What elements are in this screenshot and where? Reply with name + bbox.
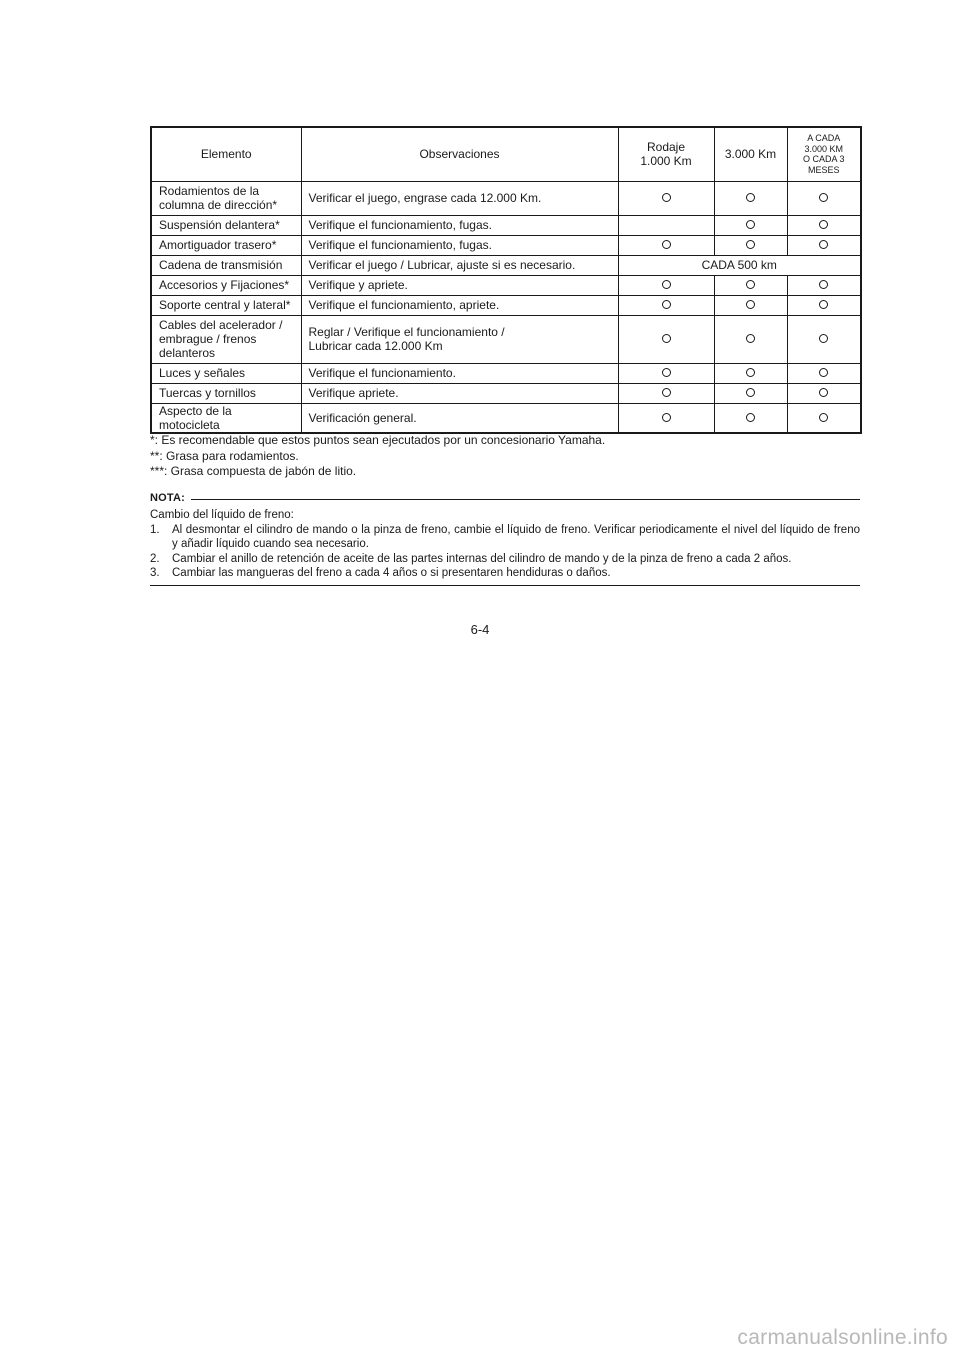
header-3000km: 3.000 Km xyxy=(714,127,787,181)
header-rodaje-line2: 1.000 Km xyxy=(640,154,692,169)
nota-item xyxy=(150,523,860,552)
cell-elemento: Suspensión delantera* xyxy=(151,215,301,235)
nota-item-number: 2. xyxy=(150,552,160,565)
cell-km3000 xyxy=(714,181,787,215)
cell-rodaje xyxy=(618,403,714,433)
header-elemento: Elemento xyxy=(151,127,301,181)
cell-elemento: Aspecto de la motocicleta xyxy=(151,403,301,433)
cell-observaciones: Verifique el funcionamiento, fugas. xyxy=(301,235,618,255)
cell-cada xyxy=(787,181,861,215)
cell-observaciones: Verificar el juego / Lubricar, ajuste si es necesario. xyxy=(301,255,618,275)
check-circle-icon xyxy=(746,334,755,343)
header-cada xyxy=(787,127,861,181)
cell-cada xyxy=(787,383,861,403)
cell-km3000 xyxy=(714,363,787,383)
table-row xyxy=(151,235,861,255)
check-circle-icon xyxy=(746,240,755,249)
check-circle-icon xyxy=(662,388,671,397)
table-row xyxy=(151,315,861,363)
check-circle-icon xyxy=(819,240,828,249)
check-circle-icon xyxy=(746,413,755,422)
cell-cada xyxy=(787,275,861,295)
table-row xyxy=(151,181,861,215)
cell-observaciones: Verifique el funcionamiento, fugas. xyxy=(301,215,618,235)
check-circle-icon xyxy=(662,193,671,202)
header-cada-line2: 3.000 KM xyxy=(804,143,844,154)
check-circle-icon xyxy=(746,388,755,397)
nota-box xyxy=(150,490,860,586)
nota-item-number: 3. xyxy=(150,567,160,579)
nota-body xyxy=(150,508,860,581)
cell-observaciones: Verifique apriete. xyxy=(301,383,618,403)
nota-intro: Cambio del líquido de freno: xyxy=(150,509,294,521)
check-circle-icon xyxy=(819,300,828,309)
cell-rodaje xyxy=(618,363,714,383)
check-circle-icon xyxy=(662,280,671,289)
check-circle-icon xyxy=(746,300,755,309)
cell-elemento: Tuercas y tornillos xyxy=(151,383,301,403)
cell-km3000 xyxy=(714,315,787,363)
check-circle-icon xyxy=(746,220,755,229)
check-circle-icon xyxy=(819,280,828,289)
footnotes xyxy=(150,433,860,480)
table-row xyxy=(151,383,861,403)
cell-observaciones: Verifique y apriete. xyxy=(301,275,618,295)
nota-item xyxy=(150,552,860,567)
check-circle-icon xyxy=(662,368,671,377)
nota-header xyxy=(150,490,860,506)
check-circle-icon xyxy=(819,368,828,377)
check-circle-icon xyxy=(819,220,828,229)
header-observaciones: Observaciones xyxy=(301,127,618,181)
cell-km3000 xyxy=(714,275,787,295)
check-circle-icon xyxy=(746,368,755,377)
nota-item-text: Cambiar las mangueras del freno a cada 4 años o si presentaren hendiduras o daños. xyxy=(172,567,611,579)
cell-elemento: Amortiguador trasero* xyxy=(151,235,301,255)
cell-cada xyxy=(787,295,861,315)
cell-elemento: Soporte central y lateral* xyxy=(151,295,301,315)
cell-km3000 xyxy=(714,235,787,255)
maintenance-table xyxy=(150,126,862,434)
header-cada-line4: MESES xyxy=(807,164,840,175)
nota-rule xyxy=(191,499,860,500)
check-circle-icon xyxy=(819,193,828,202)
cell-cada xyxy=(787,215,861,235)
cell-elemento: Cables del acelerador / embrague / frenos delanteros xyxy=(151,315,301,363)
check-circle-icon xyxy=(662,300,671,309)
nota-item-text: Cambiar el anillo de retención de aceite de las partes internas del cilindro de mando y de la pinza de freno a cada 2 años. xyxy=(172,552,792,565)
check-circle-icon xyxy=(746,280,755,289)
header-rodaje-line1: Rodaje xyxy=(646,140,686,155)
table-header-row xyxy=(151,127,861,181)
cell-km3000 xyxy=(714,295,787,315)
check-circle-icon xyxy=(746,193,755,202)
check-circle-icon xyxy=(819,413,828,422)
cell-cada xyxy=(787,315,861,363)
cell-interval-span: CADA 500 km xyxy=(618,255,861,275)
cell-rodaje xyxy=(618,315,714,363)
footnote: *: Es recomendable que estos puntos sean ejecutados por un concesionario Yamaha. xyxy=(150,433,606,447)
nota-item-text: Al desmontar el cilindro de mando o la pinza de freno, cambie el líquido de freno. Verificar periodicamente el nivel del líquido de freno y añadir líquido cuando sea necesario. xyxy=(172,523,860,550)
cell-observaciones: Verificación general. xyxy=(301,403,618,433)
table-row xyxy=(151,275,861,295)
page-number: 6-4 xyxy=(470,622,490,637)
footnote: ***: Grasa compuesta de jabón de litio. xyxy=(150,464,357,478)
cell-elemento: Cadena de transmisión xyxy=(151,255,301,275)
cell-km3000 xyxy=(714,383,787,403)
cell-elemento: Accesorios y Fijaciones* xyxy=(151,275,301,295)
cell-observaciones: Verificar el juego, engrase cada 12.000 Km. xyxy=(301,181,618,215)
cell-rodaje xyxy=(618,215,714,235)
cell-elemento: Rodamientos de la columna de dirección* xyxy=(151,181,301,215)
check-circle-icon xyxy=(662,334,671,343)
cell-rodaje xyxy=(618,275,714,295)
table-row xyxy=(151,255,861,275)
header-cada-line1: A CADA xyxy=(807,133,841,144)
cell-rodaje xyxy=(618,295,714,315)
cell-cada xyxy=(787,235,861,255)
cell-observaciones: Verifique el funcionamiento. xyxy=(301,363,618,383)
header-rodaje xyxy=(618,127,714,181)
table-body xyxy=(151,181,861,433)
cell-elemento: Luces y señales xyxy=(151,363,301,383)
cell-observaciones: Reglar / Verifique el funcionamiento / Lubricar cada 12.000 Km xyxy=(301,315,618,363)
footnote: **: Grasa para rodamientos. xyxy=(150,448,299,463)
cell-observaciones: Verifique el funcionamiento, apriete. xyxy=(301,295,618,315)
header-cada-line3: O CADA 3 xyxy=(802,154,845,165)
table-row xyxy=(151,215,861,235)
cell-km3000 xyxy=(714,215,787,235)
cell-cada xyxy=(787,363,861,383)
table-row xyxy=(151,363,861,383)
nota-item-number: 1. xyxy=(150,523,160,536)
check-circle-icon xyxy=(662,413,671,422)
cell-rodaje xyxy=(618,383,714,403)
cell-rodaje xyxy=(618,181,714,215)
nota-bottom-rule xyxy=(150,585,860,586)
check-circle-icon xyxy=(819,334,828,343)
table-row xyxy=(151,295,861,315)
nota-item xyxy=(150,566,860,581)
watermark[interactable]: carmanualsonline.info xyxy=(737,1326,948,1349)
check-circle-icon xyxy=(662,240,671,249)
nota-label: NOTA: xyxy=(150,492,186,504)
cell-km3000 xyxy=(714,403,787,433)
table-row xyxy=(151,403,861,433)
cell-rodaje xyxy=(618,235,714,255)
check-circle-icon xyxy=(819,388,828,397)
cell-cada xyxy=(787,403,861,433)
